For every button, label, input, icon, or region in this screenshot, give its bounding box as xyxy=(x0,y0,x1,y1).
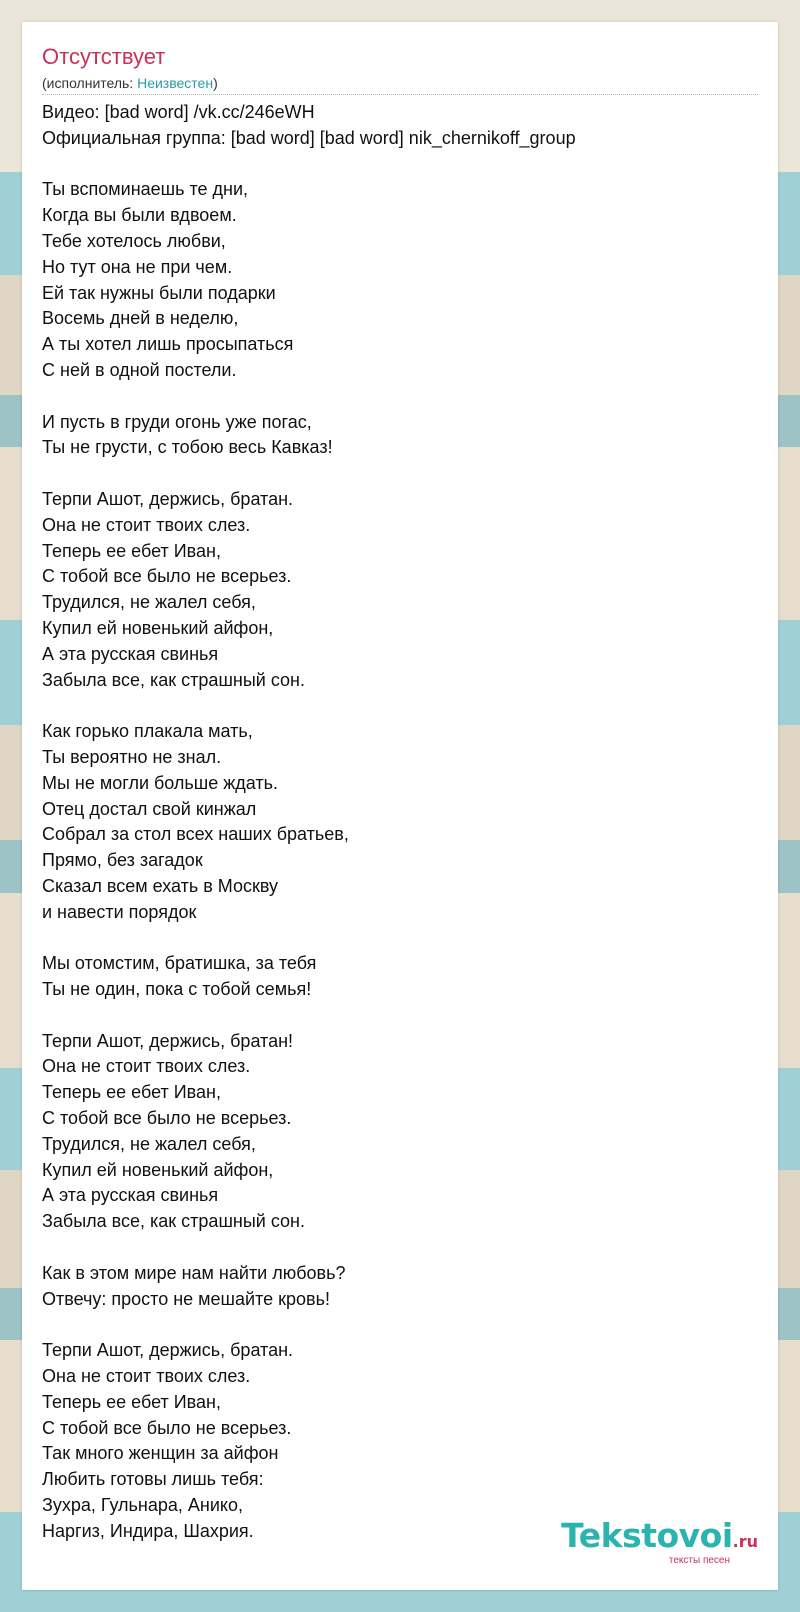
lyric-line: Когда вы были вдвоем. xyxy=(42,205,237,226)
lyric-line: С ней в одной постели. xyxy=(42,359,237,380)
artist-line xyxy=(42,74,218,92)
lyric-line: Отец достал свой кинжал xyxy=(42,798,257,819)
lyric-line: Как горько плакала мать, xyxy=(42,721,253,742)
lyric-line: Видео: [bad word] /vk.cc/246eWH xyxy=(42,102,315,122)
lyric-line: и навести порядок xyxy=(42,901,197,922)
dotted-divider xyxy=(42,94,758,95)
lyric-line: Тебе хотелось любви, xyxy=(42,230,226,251)
logo-tagline: тексты песен xyxy=(668,1555,730,1566)
lyrics-card xyxy=(22,22,778,1590)
lyric-line: И пусть в груди огонь уже погас, xyxy=(42,411,312,432)
artist-link[interactable]: Неизвестен xyxy=(137,75,214,91)
lyric-line: Терпи Ашот, держись, братан! xyxy=(42,1030,294,1051)
lyric-line: Сказал всем ехать в Москву xyxy=(42,875,279,896)
lyric-line: Наргиз, Индира, Шахрия. xyxy=(42,1520,254,1541)
lyric-line: Купил ей новенький айфон, xyxy=(42,1159,274,1180)
lyric-line: Терпи Ашот, держись, братан. xyxy=(42,488,294,509)
stanza-break xyxy=(42,1003,758,1029)
lyric-line: Так много женщин за айфон xyxy=(42,1443,279,1464)
lyric-line: Забыла все, как страшный сон. xyxy=(42,669,305,690)
song-title: Отсутствует xyxy=(42,44,166,69)
lyric-line: А эта русская свинья xyxy=(42,643,219,664)
lyric-line: Ты вспоминаешь те дни, xyxy=(42,179,249,200)
lyric-line: С тобой все было не всерьез. xyxy=(42,1108,292,1129)
stanza-break xyxy=(42,693,758,719)
lyric-line: Отвечу: просто не мешайте кровь! xyxy=(42,1288,330,1309)
lyric-line: Зухра, Гульнара, Анико, xyxy=(42,1495,243,1516)
stanza-break xyxy=(42,1235,758,1261)
stanza-break xyxy=(42,384,758,410)
lyric-line: Она не стоит твоих слез. xyxy=(42,1366,251,1387)
lyrics-text xyxy=(42,100,758,1545)
artist-suffix: ) xyxy=(213,75,218,91)
lyric-line: Ей так нужны были подарки xyxy=(42,282,276,303)
logo-name: Tekstovoi xyxy=(561,1516,733,1555)
lyric-line: Восемь дней в неделю, xyxy=(42,308,239,329)
lyric-line: С тобой все было не всерьез. xyxy=(42,566,292,587)
site-logo[interactable] xyxy=(561,1516,758,1566)
lyric-line: Купил ей новенький айфон, xyxy=(42,617,274,638)
artist-prefix: (исполнитель: xyxy=(42,75,138,91)
lyric-line: Трудился, не жалел себя, xyxy=(42,1133,256,1154)
lyric-line: Любить готовы лишь тебя: xyxy=(42,1469,264,1490)
lyric-line: Прямо, без загадок xyxy=(42,850,203,871)
lyric-line: А эта русская свинья xyxy=(42,1185,219,1206)
lyric-line: Собрал за стол всех наших братьев, xyxy=(42,824,349,845)
lyric-line: Официальная группа: [bad word] [bad word] nik_chernikoff_group xyxy=(42,127,576,148)
lyric-line: Теперь ее ебет Иван, xyxy=(42,540,221,561)
lyric-line: Теперь ее ебет Иван, xyxy=(42,1082,221,1103)
lyric-line: Забыла все, как страшный сон. xyxy=(42,1211,305,1232)
lyric-line: Теперь ее ебет Иван, xyxy=(42,1391,221,1412)
lyric-line: Ты не грусти, с тобою весь Кавказ! xyxy=(42,437,333,458)
stanza-break xyxy=(42,926,758,952)
lyric-line: Мы отомстим, братишка, за тебя xyxy=(42,953,317,974)
lyric-line: Ты вероятно не знал. xyxy=(42,746,222,767)
lyric-line: Но тут она не при чем. xyxy=(42,256,233,277)
lyric-line: Ты не один, пока с тобой семья! xyxy=(42,979,312,1000)
lyric-line: Она не стоит твоих слез. xyxy=(42,1056,251,1077)
stanza-break xyxy=(42,461,758,487)
lyric-line: Терпи Ашот, держись, братан. xyxy=(42,1340,294,1361)
stanza-break xyxy=(42,152,758,178)
logo-tld: .ru xyxy=(732,1532,758,1551)
lyric-line: Мы не могли больше ждать. xyxy=(42,772,279,793)
stanza-break xyxy=(42,1312,758,1338)
lyric-line: С тобой все было не всерьез. xyxy=(42,1417,292,1438)
lyric-line: Она не стоит твоих слез. xyxy=(42,514,251,535)
lyric-line: Трудился, не жалел себя, xyxy=(42,592,256,613)
lyric-line: Как в этом мире нам найти любовь? xyxy=(42,1262,346,1283)
lyric-line: А ты хотел лишь просыпаться xyxy=(42,334,294,355)
